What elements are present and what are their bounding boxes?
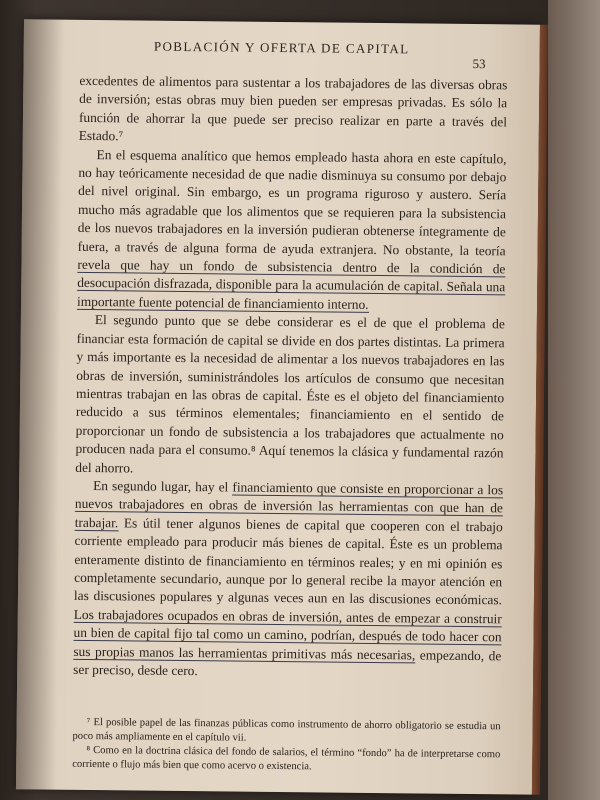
book-page xyxy=(16,19,540,794)
body-text xyxy=(73,72,507,684)
running-header: POBLACIÓN Y OFERTA DE CAPITAL xyxy=(153,38,410,57)
paragraph xyxy=(77,146,507,316)
text-run: El segundo punto que se debe considerar es el de que el problema de financiar esta formación de capital se divide en dos partes distintas. La primera y más importante es la necesidad de alimentar a los nuevos trabajadores en las obras de inversión, suministrándoles los artículos de consumo que necesitan mientras trabajan en las obras de capital. Éste es el objeto del financiamiento reducido a sus términos elementales; financiamiento en el sentido de proporcionar un fondo de subsistencia a los trabajadores que actualmente no producen nada para el consumo.⁸ Aquí tenemos la clásica y fundamental razón del ahorro. xyxy=(75,312,505,475)
text-run: excedentes de alimentos para sustentar a los trabajadores de las diversas obras de inversión; estas obras muy bien pueden ser empresas privadas. Es sólo la función de ahorrar la que puede ser preciso realizar en parte a través del Estado.⁷ xyxy=(78,72,508,144)
book-page-edge xyxy=(532,25,548,795)
text-run: empezando, de ser preciso, desde cero. xyxy=(73,647,502,679)
background-right xyxy=(548,0,600,800)
paragraph xyxy=(79,72,508,150)
text-run: Es útil tener algunos bienes de capital que cooperen con el trabajo corriente empleado para producir más bienes de capital. Éste es un problema enteramente distinto de financiamiento en términos reales; y en mi opinión es completamente secundario, aunque por lo general recibe la mayor atención en las discusiones populares y algunas veces aun en las discusiones económicas. xyxy=(73,515,503,608)
underlined-passage: Los trabajadores ocupados en obras de inversión, antes de empezar a construir un bien de capital fijo tal como un camino, podrían, después de todo hacer con sus propias manos las herramientas primitivas más necesarias, xyxy=(73,606,502,663)
footnotes xyxy=(72,716,501,776)
text-run: En el esquema analítico que hemos empleado hasta ahora en este capítulo, no hay teóricamente necesidad de que nadie disminuya su consumo por debajo del nivel original. Sin embargo, es un programa riguroso y austero. Sería mucho más agradable que los alimentos que se requieren para la subsistencia de los nuevos trabajadores en la inversión pudieran obtenerse íntegramente de fuera, a través de alguna forma de ayuda extranjera. No obstante, la teoría xyxy=(77,146,507,259)
page-number: 53 xyxy=(472,55,486,72)
paragraph xyxy=(75,311,505,481)
spine-shadow xyxy=(16,19,64,789)
paragraph xyxy=(73,477,503,684)
underlined-passage: revela que hay un fondo de subsistencia dentro de la condición de desocupación disfrazada, disponible para la acumulación de capital. Señala una importante fuente potencial de financiamiento interno. xyxy=(76,256,506,312)
footnote: ⁸ Como en la doctrina clásica del fondo de salarios, el término “fondo” ha de interpretarse como corriente o flujo más bien que como acervo o existencia. xyxy=(72,744,501,773)
footnote: ⁷ El posible papel de las finanzas públicas como instrumento de ahorro obligatorio se estudia un poco más ampliamente en el capítulo vii. xyxy=(72,716,501,744)
text-run: En segundo lugar, hay el xyxy=(93,477,233,495)
underlined-passage: financiamiento que consiste en proporcionar a los nuevos trabajadores en obras de inversión las herramientas con que han de trabajar. xyxy=(74,479,504,531)
